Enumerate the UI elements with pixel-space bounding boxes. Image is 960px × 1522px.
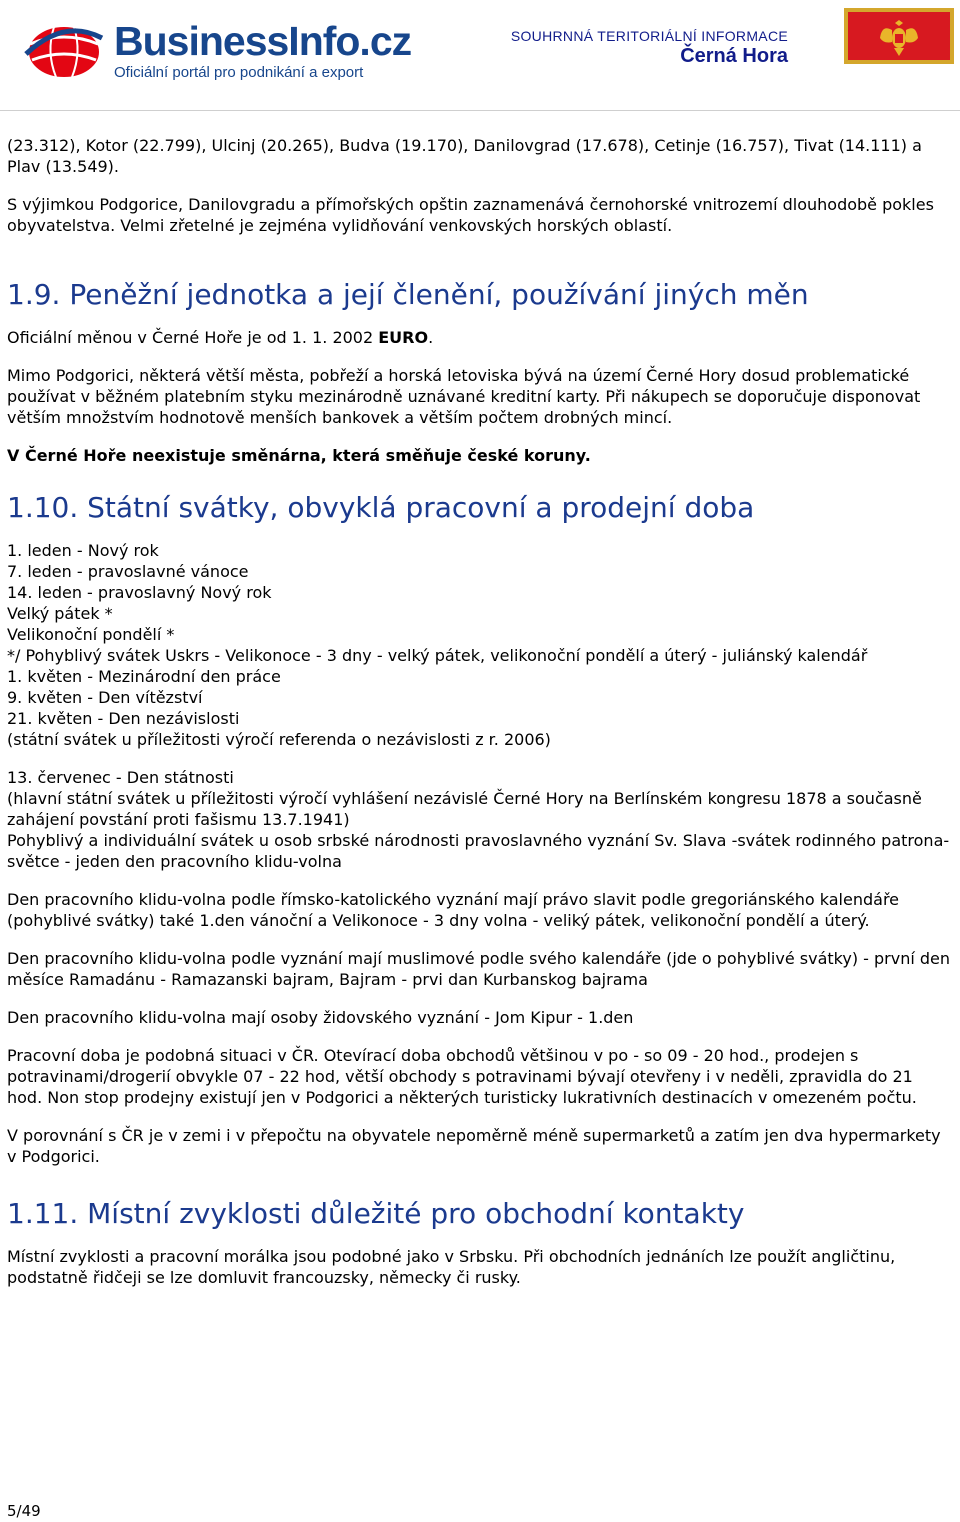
businessinfo-logo[interactable]	[24, 12, 412, 88]
holiday-item: 14. leden - pravoslavný Nový rok	[7, 583, 272, 602]
holiday-item: Pohyblivý a individuální svátek u osob srbské národnosti pravoslavného vyznání Sv. Slava -svátek rodinného patrona-světce - jeden den pracovního klidu-volna	[7, 831, 950, 871]
holiday-item: (státní svátek u příležitosti výročí referenda o nezávislosti z r. 2006)	[7, 730, 551, 749]
holiday-item: 1. leden - Nový rok	[7, 541, 159, 560]
country-name: Černá Hora	[680, 45, 788, 67]
holiday-list-2	[7, 767, 953, 872]
document-kicker: SOUHRNNÁ TERITORIÁLNÍ INFORMACE	[510, 28, 788, 44]
working-hours-paragraph: Pracovní doba je podobná situaci v ČR. Otevírací doba obchodů většinou v po - so 09 - 20 hod., prodejen s potravinami/drogerií obvykle 07 - 22 hod, větší obchody s potravinami bývají otevřeny i v neděli, zpravidla do 21 hod. Non stop prodejny existují jen v Podgorici a některých turisticky lukrativních destinacích v omezeném počtu.	[7, 1046, 917, 1107]
supermarkets-paragraph: V porovnání s ČR je v zemi i v přepočtu na obyvatele nepoměrně méně supermarketů a zatím jen dva hypermarkety v Podgorici.	[7, 1126, 941, 1166]
currency-end: .	[428, 328, 434, 347]
montenegro-flag-icon	[844, 8, 954, 64]
currency-paragraph	[7, 327, 953, 348]
holiday-item: 7. leden - pravoslavné vánoce	[7, 562, 249, 581]
holiday-item: 1. květen - Mezinárodní den práce	[7, 667, 281, 686]
section-heading-1-11: 1.11. Místní zvyklosti důležité pro obchodní kontakty	[7, 1197, 745, 1230]
catholic-holidays-paragraph: Den pracovního klidu-volna podle římsko-katolického vyznání mají právo slavit podle gregoriánského kalendáře (pohyblivé svátky) také 1.den vánoční a Velikonoce - 3 dny volna - veliký pátek, velikonoční pondělí a úterý.	[7, 890, 900, 930]
section-heading-1-10: 1.10. Státní svátky, obvyklá pracovní a prodejní doba	[7, 491, 755, 524]
holiday-item: Velký pátek *	[7, 604, 113, 623]
jewish-holidays-paragraph: Den pracovního klidu-volna mají osoby židovského vyznání - Jom Kipur - 1.den	[7, 1008, 634, 1027]
holiday-item: (hlavní státní svátek u příležitosti výročí vyhlášení nezávislé Černé Hory na Berlínském kongresu 1878 a současně zahájení povstání proti fašismu 13.7.1941)	[7, 789, 922, 829]
muslim-holidays-paragraph: Den pracovního klidu-volna podle vyznání mají muslimové podle svého kalendáře (jde o pohyblivé svátky) - první den měsíce Ramadánu - Ramazanski bajram, Bajram - prvi dan Kurbanskog bajrama	[7, 949, 951, 989]
exchange-notice: V Černé Hoře neexistuje směnárna, která směňuje české koruny.	[7, 446, 591, 465]
business-customs-paragraph: Místní zvyklosti a pracovní morálka jsou podobné jako v Srbsku. Při obchodních jednáních lze použít angličtinu, podstatně řidčeji se lze domluvit francouzsky, německy či rusky.	[7, 1247, 896, 1287]
logo-tagline: Oficiální portál pro podnikání a export	[114, 64, 364, 81]
document-title-block	[511, 28, 788, 68]
holiday-item: 9. květen - Den vítězství	[7, 688, 203, 707]
logo-brand: BusinessInfo.cz	[114, 18, 412, 64]
section-heading-1-9: 1.9. Peněžní jednotka a její členění, používání jiných měn	[7, 278, 809, 311]
page-number: 5/49	[7, 1502, 41, 1520]
holiday-item: Velikonoční pondělí *	[7, 625, 175, 644]
currency-text: Oficiální měnou v Černé Hoře je od 1. 1. 2002	[7, 328, 379, 347]
payment-paragraph: Mimo Podgorici, některá větší města, pobřeží a horská letoviska bývá na území Černé Hory dosud problematické používat v běžném platebním styku mezinárodně uznávané kreditní karty. Při nákupech se doporučuje disponovat větším množstvím hodnotově menších bankovek a větším počtem drobných mincí.	[7, 366, 921, 427]
page-header	[0, 0, 960, 111]
holiday-list	[7, 540, 953, 750]
holiday-item: */ Pohyblivý svátek Uskrs - Velikonoce - 3 dny - velký pátek, velikonoční pondělí a úterý - juliánský kalendář	[7, 646, 868, 665]
population-paragraph: (23.312), Kotor (22.799), Ulcinj (20.265), Budva (19.170), Danilovgrad (17.678), Cetinje (16.757), Tivat (14.111) a Plav (13.549).	[7, 136, 922, 176]
population-trend-paragraph: S výjimkou Podgorice, Danilovgradu a přímořských opštin zaznamenává černohorské vnitrozemí dlouhodobě pokles obyvatelstva. Velmi zřetelné je zejména vylidňování venkovských horských oblastí.	[7, 195, 934, 235]
document-body	[7, 135, 953, 1288]
globe-icon	[24, 14, 104, 84]
header-divider	[0, 110, 960, 111]
holiday-item: 13. červenec - Den státnosti	[7, 768, 234, 787]
currency-name: EURO	[378, 328, 429, 347]
holiday-item: 21. květen - Den nezávislosti	[7, 709, 240, 728]
